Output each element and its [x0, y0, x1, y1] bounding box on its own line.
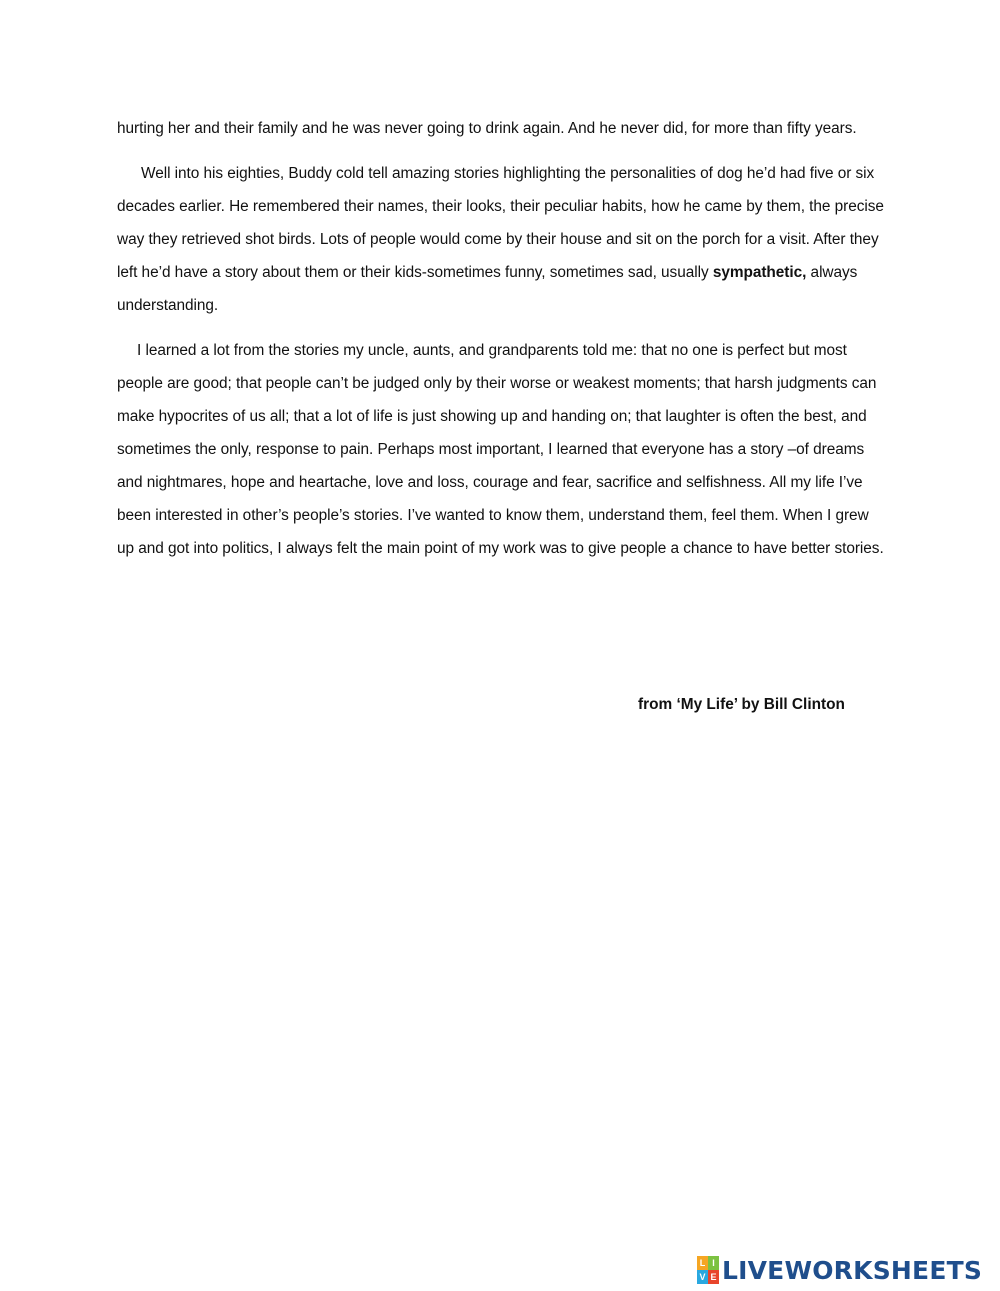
source-attribution: from ‘My Life’ by Bill Clinton: [638, 696, 845, 713]
logo-letter-i: I: [708, 1256, 719, 1270]
paragraph-3-text: I learned a lot from the stories my uncle, aunts, and grandparents told me: that no one is perfect but most people are good; that people can’t be judged only by their worse or weakest moments; that harsh judgments can make hypocrites of us all; that a lot of life is just showing up and handing on; that laughter is often the best, and sometimes the only, response to pain. Perhaps most important, I learned that everyone has a story –of dreams and nightmares, hope and heartache, love and loss, courage and fear, sacrifice and selfishness. All my life I’ve been interested in other’s people’s stories. I’ve wanted to know them, understand them, feel them. When I grew up and got into politics, I always felt the main point of my work was to give people a chance to have better stories.: [117, 342, 884, 557]
paragraph-2-text-start: Well into his eighties, Buddy cold tell amazing stories highlighting the personalities of dog he’d had five or six decades earlier. He remembered their names, their looks, their peculiar habits, how he came by them, the precise way they retrieved shot birds. Lots of people would come by their house and sit on the porch for a visit. After they left he’d have a story about them or their kids-sometimes funny, sometimes sad, usually: [117, 165, 884, 281]
watermark-text: LIVEWORKSHEETS: [722, 1255, 983, 1285]
logo-letter-e: E: [708, 1270, 719, 1284]
reading-passage: [117, 112, 887, 577]
paragraph-2-text-end: always understanding.: [117, 264, 858, 314]
logo-letter-v: V: [697, 1270, 708, 1284]
paragraph-2: [117, 157, 887, 322]
paragraph-3: [117, 334, 887, 565]
paragraph-1-text: hurting her and their family and he was never going to drink again. And he never did, for more than fifty years.: [117, 120, 857, 137]
logo-letter-l: L: [697, 1256, 708, 1270]
vocabulary-word: sympathetic,: [712, 264, 807, 281]
liveworksheets-logo-icon: [697, 1256, 719, 1284]
liveworksheets-watermark: [697, 1254, 982, 1286]
paragraph-1: [117, 112, 887, 145]
